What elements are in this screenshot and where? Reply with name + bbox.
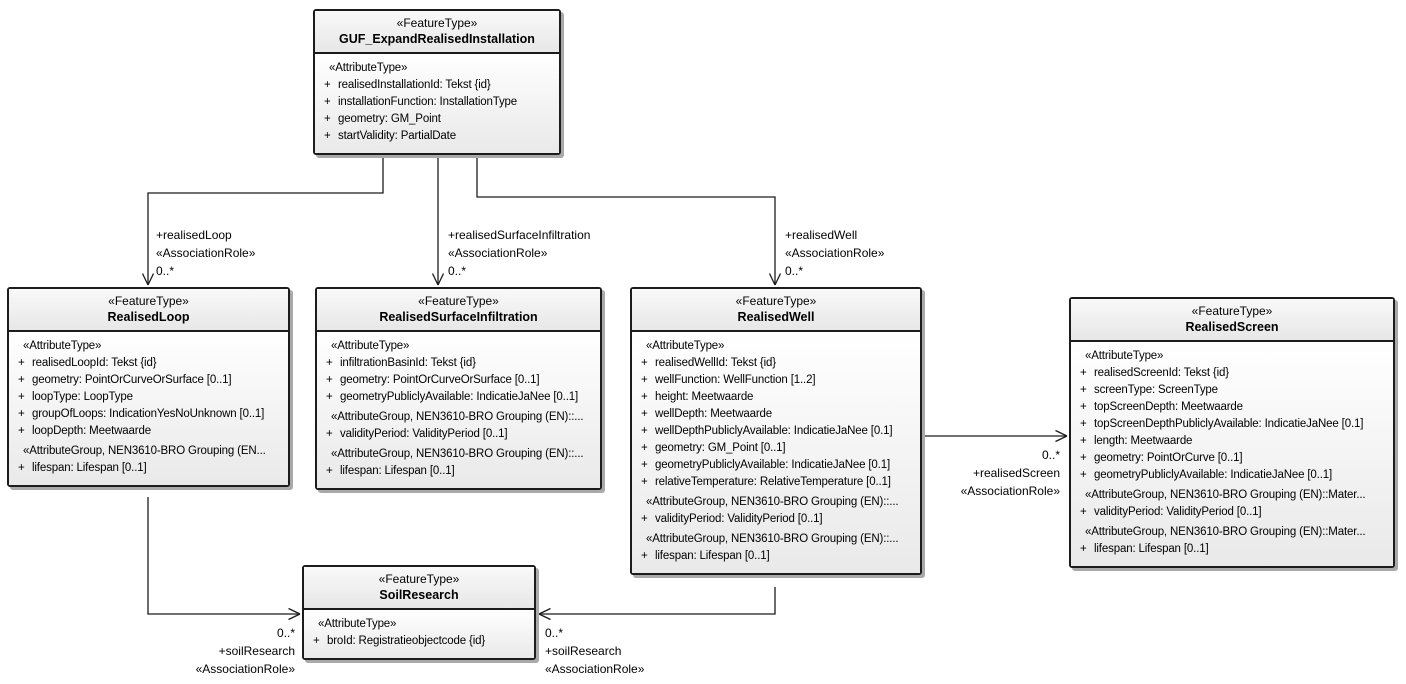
attribute-compartment: [9, 332, 288, 485]
attribute-row: + geometry: PointOrCurveOrSurface [0..1]: [18, 374, 232, 386]
attribute-group-header: «AttributeType»: [23, 340, 102, 352]
attribute-row: + geometryPubliclyAvailable: IndicatieJaNee [0..1]: [1080, 469, 1333, 481]
attribute-row: + validityPeriod: ValidityPeriod [0..1]: [641, 513, 823, 525]
attribute-row: + validityPeriod: ValidityPeriod [0..1]: [1080, 506, 1262, 518]
class-header: [9, 289, 288, 332]
assoc-role: +soilResearch: [218, 644, 295, 658]
attribute-row: + geometry: PointOrCurveOrSurface [0..1]: [326, 374, 540, 386]
attribute-compartment: [632, 332, 920, 573]
attribute-row: + geometryPubliclyAvailable: IndicatieJaNee [0..1]: [326, 391, 579, 403]
attribute-compartment: [304, 610, 534, 658]
class-stereotype: «FeatureType»: [1191, 304, 1273, 318]
attribute-group-header: «AttributeGroup, NEN3610-BRO Grouping (EN)::...: [331, 448, 584, 460]
class-name: RealisedLoop: [107, 310, 190, 324]
assoc-label-soilresearch-left[interactable]: [196, 624, 295, 678]
attribute-row: + groupOfLoops: IndicationYesNoUnknown [0..1]: [18, 408, 265, 420]
assoc-role: +realisedWell: [785, 228, 858, 242]
attribute-row: + realisedWellId: Tekst {id}: [641, 357, 776, 369]
class-header: [315, 11, 559, 54]
class-realisedscreen[interactable]: [1069, 297, 1395, 568]
assoc-role: +realisedLoop: [156, 228, 232, 242]
attribute-group-header: «AttributeGroup, NEN3610-BRO Grouping (EN...: [23, 445, 266, 457]
connector-soilresearch-from-well[interactable]: [539, 587, 775, 614]
assoc-role: +soilResearch: [545, 644, 622, 658]
assoc-label-realisedsurfaceinfiltration[interactable]: [448, 226, 590, 280]
assoc-stereotype: «AssociationRole»: [448, 246, 548, 260]
attribute-group-header: «AttributeGroup, NEN3610-BRO Grouping (EN)::...: [331, 411, 584, 423]
class-stereotype: «FeatureType»: [108, 294, 189, 308]
assoc-role: +realisedScreen: [972, 466, 1060, 480]
attribute-compartment: [315, 54, 559, 153]
attribute-row: + relativeTemperature: RelativeTemperature [0..1]: [641, 476, 891, 488]
assoc-multiplicity: 0..*: [448, 264, 467, 278]
class-stereotype: «FeatureType»: [418, 294, 499, 308]
attribute-row: + broId: Registratieobjectcode {id}: [313, 635, 486, 647]
attribute-row: + infiltrationBasinId: Tekst {id}: [326, 357, 476, 369]
attribute-row: + loopDepth: Meetwaarde: [18, 425, 151, 437]
attribute-compartment: [317, 332, 600, 488]
class-stereotype: «FeatureType»: [735, 294, 817, 308]
attribute-group-header: «AttributeGroup, NEN3610-BRO Grouping (EN)::Mater...: [1085, 489, 1366, 501]
attribute-row: + startValidity: PartialDate: [324, 130, 456, 142]
class-realisedloop[interactable]: [7, 287, 290, 487]
class-stereotype: «FeatureType»: [378, 572, 460, 586]
attribute-row: + realisedScreenId: Tekst {id}: [1080, 367, 1229, 379]
attribute-group-header: «AttributeGroup, NEN3610-BRO Grouping (EN)::Mater...: [1085, 526, 1366, 538]
attribute-group-header: «AttributeGroup, NEN3610-BRO Grouping (EN)::...: [646, 533, 899, 545]
attribute-row: + geometry: GM_Point: [324, 113, 441, 125]
attribute-row: + validityPeriod: ValidityPeriod [0..1]: [326, 428, 508, 440]
attribute-row: + lifespan: Lifespan [0..1]: [1080, 543, 1209, 555]
assoc-multiplicity: 0..*: [276, 626, 295, 640]
class-realisedwell[interactable]: [630, 287, 922, 575]
class-realisedsurfaceinfiltration[interactable]: [315, 287, 602, 490]
attribute-group-header: «AttributeType»: [318, 618, 397, 630]
assoc-multiplicity: 0..*: [545, 626, 564, 640]
assoc-stereotype: «AssociationRole»: [195, 662, 295, 676]
attribute-row: + realisedInstallationId: Tekst {id}: [324, 79, 491, 91]
attribute-group-header: «AttributeType»: [646, 340, 725, 352]
class-name: SoilResearch: [379, 588, 459, 602]
attribute-row: + lifespan: Lifespan [0..1]: [326, 465, 455, 477]
assoc-stereotype: «AssociationRole»: [960, 484, 1060, 498]
attribute-row: + wellDepth: Meetwaarde: [641, 408, 773, 420]
attribute-group-header: «AttributeType»: [1085, 350, 1164, 362]
attribute-row: + height: Meetwaarde: [641, 391, 754, 403]
attribute-row: + length: Meetwaarde: [1080, 435, 1193, 447]
class-header: [1071, 299, 1393, 342]
attribute-compartment: [1071, 342, 1393, 566]
assoc-stereotype: «AssociationRole»: [785, 246, 885, 260]
attribute-row: + geometry: GM_Point [0..1]: [641, 442, 786, 454]
class-stereotype: «FeatureType»: [396, 16, 478, 30]
assoc-role: +realisedSurfaceInfiltration: [448, 228, 591, 242]
class-header: [632, 289, 920, 332]
assoc-stereotype: «AssociationRole»: [545, 662, 645, 676]
class-header: [304, 567, 534, 610]
assoc-label-realisedscreen[interactable]: [961, 446, 1060, 500]
assoc-label-soilresearch-right[interactable]: [545, 624, 644, 678]
class-soilresearch[interactable]: [302, 565, 536, 660]
class-header: [317, 289, 600, 332]
attribute-group-header: «AttributeGroup, NEN3610-BRO Grouping (EN)::...: [646, 496, 899, 508]
attribute-row: + topScreenDepthPubliclyAvailable: IndicatieJaNee [0.1]: [1080, 418, 1364, 430]
attribute-row: + geometry: PointOrCurve [0..1]: [1080, 452, 1243, 464]
class-name: GUF_ExpandRealisedInstallation: [339, 32, 535, 46]
class-name: RealisedSurfaceInfiltration: [379, 310, 538, 324]
assoc-label-realisedloop[interactable]: [156, 226, 255, 280]
attribute-row: + wellDepthPubliclyAvailable: IndicatieJaNee [0.1]: [641, 425, 893, 437]
assoc-stereotype: «AssociationRole»: [156, 246, 256, 260]
assoc-multiplicity: 0..*: [156, 264, 175, 278]
assoc-multiplicity: 0..*: [785, 264, 804, 278]
class-name: RealisedWell: [737, 310, 815, 324]
attribute-row: + loopType: LoopType: [18, 391, 133, 403]
class-name: RealisedScreen: [1185, 320, 1279, 334]
class-guf-expandrealisedinstallation[interactable]: [313, 9, 561, 155]
connector-soilresearch-from-loop[interactable]: [148, 497, 300, 614]
assoc-multiplicity: 0..*: [1041, 448, 1060, 462]
attribute-row: + topScreenDepth: Meetwaarde: [1080, 401, 1243, 413]
attribute-row: + lifespan: Lifespan [0..1]: [641, 550, 770, 562]
attribute-row: + geometryPubliclyAvailable: IndicatieJaNee [0.1]: [641, 459, 891, 471]
attribute-row: + installationFunction: InstallationType: [324, 96, 518, 108]
assoc-label-realisedwell[interactable]: [785, 226, 884, 280]
attribute-row: + screenType: ScreenType: [1080, 384, 1218, 396]
attribute-row: + realisedLoopId: Tekst {id}: [18, 357, 157, 369]
attribute-group-header: «AttributeType»: [329, 62, 408, 74]
attribute-row: + lifespan: Lifespan [0..1]: [18, 462, 147, 474]
attribute-row: + wellFunction: WellFunction [1..2]: [641, 374, 816, 386]
attribute-group-header: «AttributeType»: [331, 340, 410, 352]
